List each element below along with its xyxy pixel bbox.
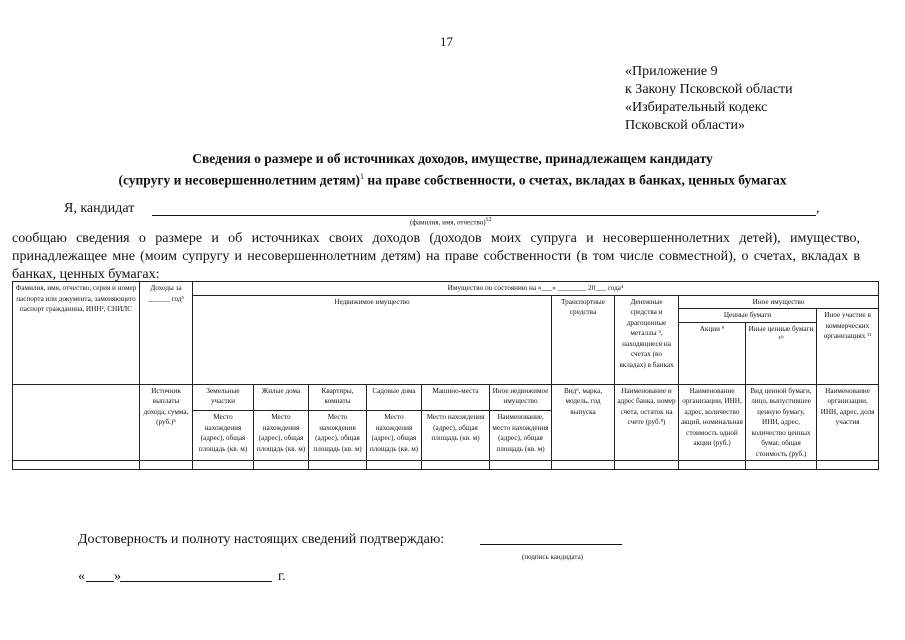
- appendix-line-2: к Закону Псковской области: [625, 82, 793, 97]
- garden-detail-header: Место нахождения (адрес), общая площадь (кв. м): [367, 411, 422, 461]
- candidate-label: Я, кандидат: [64, 201, 135, 216]
- data-cell[interactable]: [490, 461, 552, 470]
- other-participation-header: Иное участие в коммерческих организациях ¹¹: [817, 309, 879, 385]
- date-close-quote: »: [114, 569, 121, 584]
- other-securities-header: Иные ценные бумаги ¹⁰: [746, 322, 817, 384]
- other-realty-detail-header: Наименование, место нахождения (адрес), общая площадь (кв. м): [490, 411, 552, 461]
- land-detail-header: Место нахождения (адрес), общая площадь (кв. м): [193, 411, 254, 461]
- table-row: [13, 461, 879, 470]
- real-estate-header: Недвижимое имущество: [193, 295, 552, 384]
- flats-header: Квартиры, комнаты: [309, 384, 367, 411]
- appendix-line-3: «Избирательный кодекс: [625, 100, 768, 115]
- money-header: Денежные средства и драгоценные металлы ⁵, находящиеся на счетах (во вкладах) в банках: [615, 295, 679, 384]
- title-footnote-mark: 1: [360, 172, 365, 181]
- data-cell[interactable]: [367, 461, 422, 470]
- signature-field[interactable]: [480, 544, 622, 545]
- property-as-of-header: Имущество по состоянию на «___» ________ 20___ года⁴: [193, 282, 879, 296]
- col-fio-header: Фамилия, имя, отчество, серия и номер паспорта или документа, заменяющего паспорт гражданина, ИНН², СНИЛС: [13, 282, 140, 385]
- securities-detail-header: Вид ценной бумаги, лицо, выпустившее ценную бумагу, ИНН, адрес, количество ценных бумаг, общая стоимость (руб.): [746, 384, 817, 461]
- data-cell[interactable]: [679, 461, 746, 470]
- appendix-line-4: Псковской области»: [625, 118, 746, 133]
- title-line-2-part-b: на праве собственности, о счетах, вкладах в банках, ценных бумагах: [364, 172, 787, 188]
- data-cell[interactable]: [552, 461, 615, 470]
- houses-detail-header: Место нахождения (адрес), общая площадь (кв. м): [254, 411, 309, 461]
- income-source-header: Источник выплаты дохода, сумма, (руб.)⁵: [140, 384, 193, 461]
- data-cell[interactable]: [13, 461, 140, 470]
- participation-detail-header: Наименование организации, ИНН, адрес, доля участия: [817, 384, 879, 461]
- date-year-suffix: г.: [278, 569, 286, 584]
- land-header: Земельные участки: [193, 384, 254, 411]
- houses-header: Жилые дома: [254, 384, 309, 411]
- securities-header: Ценные бумаги: [679, 309, 817, 323]
- data-cell[interactable]: [309, 461, 367, 470]
- candidate-comma: ,: [816, 201, 820, 216]
- data-cell[interactable]: [193, 461, 254, 470]
- garden-header: Садовые дома: [367, 384, 422, 411]
- money-detail-header: Наименование и адрес банка, номер счета, остаток на счете (руб.⁸): [615, 384, 679, 461]
- data-cell[interactable]: [746, 461, 817, 470]
- other-property-header: Иное имущество: [679, 295, 879, 309]
- transport-header: Транспортные средства: [552, 295, 615, 384]
- date-month-year-field[interactable]: [120, 581, 272, 582]
- page-number: 17: [440, 34, 453, 49]
- title-line-1: Сведения о размере и об источниках доходов, имуществе, принадлежащем кандидату: [192, 151, 713, 166]
- appendix-header: [625, 63, 793, 135]
- parking-header: Машино-места: [422, 384, 490, 411]
- flats-detail-header: Место нахождения (адрес), общая площадь (кв. м): [309, 411, 367, 461]
- other-realty-header: Иное недвижимое имущество: [490, 384, 552, 411]
- date-day-field[interactable]: [86, 581, 114, 582]
- confirmation-text: Достоверность и полноту настоящих сведений подтверждаю:: [78, 532, 445, 547]
- candidate-name-field[interactable]: [152, 215, 816, 216]
- fio-blank-cell[interactable]: [13, 384, 140, 461]
- transport-detail-header: Вид⁶, марка, модель, год выпуска: [552, 384, 615, 461]
- data-cell[interactable]: [817, 461, 879, 470]
- data-cell[interactable]: [422, 461, 490, 470]
- appendix-line-1: «Приложение 9: [625, 64, 718, 79]
- parking-detail-header: Место нахождения (адрес), общая площадь (кв. м): [422, 411, 490, 461]
- title-line-2: [40, 168, 865, 190]
- declaration-text: сообщаю сведения о размере и об источниках своих доходов (доходов моих супруга и несовершеннолетних детей), имущество, принадлежащее мне (моим супругу и несовершеннолетним детям) на праве собственности (в том числе совместной), о счетах, вкладах в банках, ценных бумагах:: [12, 231, 860, 282]
- shares-header: Акции ⁹: [679, 322, 746, 384]
- col-income-header: Доходы за ______ год³: [140, 282, 193, 385]
- candidate-hint-sup: 12: [485, 217, 492, 223]
- data-cell[interactable]: [615, 461, 679, 470]
- shares-detail-header: Наименование организации, ИНН, адрес, количество акций, номинальная стоимость одной акции (руб.): [679, 384, 746, 461]
- data-cell[interactable]: [140, 461, 193, 470]
- date-open-quote: «: [78, 569, 85, 584]
- document-title: [40, 150, 865, 190]
- property-table: [12, 281, 879, 470]
- data-cell[interactable]: [254, 461, 309, 470]
- candidate-hint-text: (фамилия, имя, отчество): [410, 218, 486, 227]
- candidate-hint: [410, 217, 491, 226]
- signature-hint: (подпись кандидата): [522, 553, 584, 561]
- title-line-2-part-a: (супругу и несовершеннолетним детям): [118, 172, 361, 188]
